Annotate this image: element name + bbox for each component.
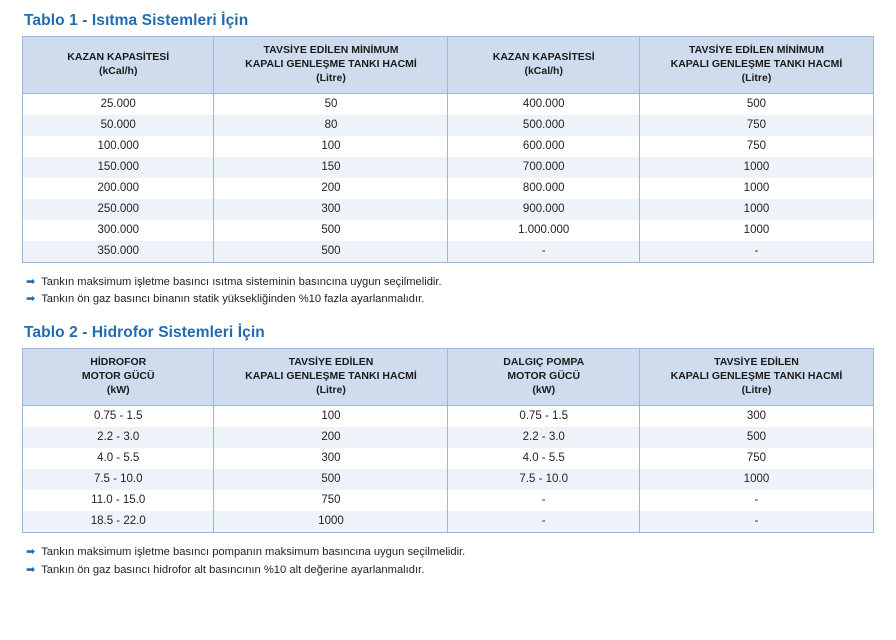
table1-cell: 900.000 [448,199,639,220]
table2-col-header-4-line-2: KAPALI GENLEŞME TANKI HACMİ [670,370,843,383]
table1-col-header-3-line-2: (kCal/h) [524,64,563,77]
table2-cell: 750 [639,448,873,469]
table-row [23,157,874,178]
table1-cell: 250.000 [23,199,214,220]
table2-cell: 1000 [214,511,448,533]
table1-notes [26,274,874,309]
table2-cell: 750 [214,490,448,511]
note-item [26,562,874,579]
table2-cell: 2.2 - 3.0 [23,427,214,448]
arrow-bullet-icon: ➡ [26,563,36,576]
table1-col-header-2 [214,37,448,94]
table-row [23,178,874,199]
table2-cell: 300 [214,448,448,469]
table2-head [23,349,874,406]
table2-cell: - [639,490,873,511]
table2-col-header-2-line-2: KAPALI GENLEŞME TANKI HACMİ [245,370,417,383]
table1-cell: 1000 [639,220,873,241]
table1 [22,36,874,263]
table-row [23,199,874,220]
table1-cell: - [448,241,639,263]
note-item [26,544,874,561]
table1-cell: 400.000 [448,93,639,115]
table2-col-header-2-line-3: (Litre) [316,383,346,396]
table1-cell: 500 [639,93,873,115]
table1-cell: 1000 [639,178,873,199]
table2-cell: 200 [214,427,448,448]
table1-cell: 200 [214,178,448,199]
table1-cell: 50.000 [23,115,214,136]
arrow-bullet-icon: ➡ [26,275,36,288]
note-item [26,291,874,308]
table1-cell: 1.000.000 [448,220,639,241]
table1-cell: 100 [214,136,448,157]
table1-col-header-2-line-2: KAPALI GENLEŞME TANKI HACMİ [245,57,417,70]
table1-cell: 150.000 [23,157,214,178]
table2-col-header-4-line-1: TAVSİYE EDİLEN [714,356,799,369]
table2-title: Tablo 2 - Hidrofor Sistemleri İçin [24,324,265,342]
table2-cell: 500 [214,469,448,490]
table1-col-header-3-line-1: KAZAN KAPASİTESİ [492,50,595,63]
arrow-bullet-icon: ➡ [26,293,36,306]
table-row [23,115,874,136]
table1-cell: 500 [214,220,448,241]
note-text: Tankın maksimum işletme basıncı ısıtma sisteminin basıncına uygun seçilmelidir. [41,275,442,288]
table2-cell: 4.0 - 5.5 [23,448,214,469]
table1-head [23,37,874,94]
table1-cell: - [639,241,873,263]
table1-col-header-4 [639,37,873,94]
table-row [23,511,874,533]
table2-col-header-3-line-3: (kW) [532,383,556,396]
table2-cell: - [639,511,873,533]
note-item [26,274,874,291]
table1-cell: 100.000 [23,136,214,157]
table-row [23,405,874,427]
table1-cell: 80 [214,115,448,136]
table2-col-header-2 [214,349,448,406]
table2-body [23,405,874,532]
table1-col-header-2-line-1: TAVSİYE EDİLEN MİNİMUM [263,44,399,56]
table-row [23,448,874,469]
table2-cell: 7.5 - 10.0 [23,469,214,490]
table2-col-header-4 [639,349,873,406]
table1-cell: 1000 [639,199,873,220]
table1-col-header-2-line-3: (Litre) [316,71,346,84]
table1-col-header-1-line-1: KAZAN KAPASİTESİ [67,50,170,63]
table2-header-row [23,349,874,406]
table2-col-header-2-line-1: TAVSİYE EDİLEN [288,356,374,369]
table2-cell: 1000 [639,469,873,490]
table1-cell: 50 [214,93,448,115]
table-row [23,93,874,115]
table2-cell: 500 [639,427,873,448]
table1-cell: 700.000 [448,157,639,178]
table2-cell: 300 [639,405,873,427]
table1-cell: 600.000 [448,136,639,157]
table2-col-header-3-line-1: DALGIÇ POMPA [503,356,585,369]
table1-cell: 150 [214,157,448,178]
table2-notes [26,544,874,579]
table1-col-header-4-line-1: TAVSİYE EDİLEN MİNİMUM [689,44,824,56]
table-row [23,241,874,263]
table1-col-header-1 [23,37,214,94]
table1-col-header-4-line-2: KAPALI GENLEŞME TANKI HACMİ [670,57,843,70]
table-row [23,136,874,157]
table2-col-header-1 [23,349,214,406]
table1-body [23,93,874,262]
table1-cell: 300.000 [23,220,214,241]
table2-col-header-3-line-2: MOTOR GÜCÜ [507,370,581,383]
table-row [23,427,874,448]
table-row [23,490,874,511]
table-row [23,469,874,490]
table2-cell: 0.75 - 1.5 [448,405,639,427]
table1-cell: 200.000 [23,178,214,199]
table2-col-header-1-line-2: MOTOR GÜCÜ [81,370,155,383]
table2-col-header-4-line-3: (Litre) [741,383,772,396]
table2-cell: 100 [214,405,448,427]
table1-col-header-3 [448,37,639,94]
table1-cell: 800.000 [448,178,639,199]
table1-cell: 500 [214,241,448,263]
table1-cell: 300 [214,199,448,220]
table1-col-header-1-line-2: (kCal/h) [98,64,138,77]
table2-cell: 0.75 - 1.5 [23,405,214,427]
table2-cell: - [448,511,639,533]
note-text: Tankın maksimum işletme basıncı pompanın maksimum basıncına uygun seçilmelidir. [41,545,466,558]
table2-cell: 7.5 - 10.0 [448,469,639,490]
table-row [23,220,874,241]
arrow-bullet-icon: ➡ [26,545,36,558]
table2-cell: 2.2 - 3.0 [448,427,639,448]
note-text: Tankın ön gaz basıncı binanın statik yüksekliğinden %10 fazla ayarlanmalıdır. [41,293,425,306]
table2 [22,348,874,533]
table1-cell: 750 [639,136,873,157]
table2-col-header-1-line-3: (kW) [106,383,130,396]
table2-cell: - [448,490,639,511]
table2-col-header-1-line-1: HİDROFOR [90,356,147,369]
table2-cell: 4.0 - 5.5 [448,448,639,469]
table1-cell: 350.000 [23,241,214,263]
table2-col-header-3 [448,349,639,406]
table2-cell: 11.0 - 15.0 [23,490,214,511]
table1-cell: 500.000 [448,115,639,136]
table2-cell: 18.5 - 22.0 [23,511,214,533]
table1-cell: 750 [639,115,873,136]
table1-header-row [23,37,874,94]
table1-col-header-4-line-3: (Litre) [741,71,772,84]
note-text: Tankın ön gaz basıncı hidrofor alt basıncının %10 alt değerine ayarlanmalıdır. [41,563,425,576]
table1-title: Tablo 1 - Isıtma Sistemleri İçin [24,12,249,29]
table1-cell: 25.000 [23,93,214,115]
table1-cell: 1000 [639,157,873,178]
